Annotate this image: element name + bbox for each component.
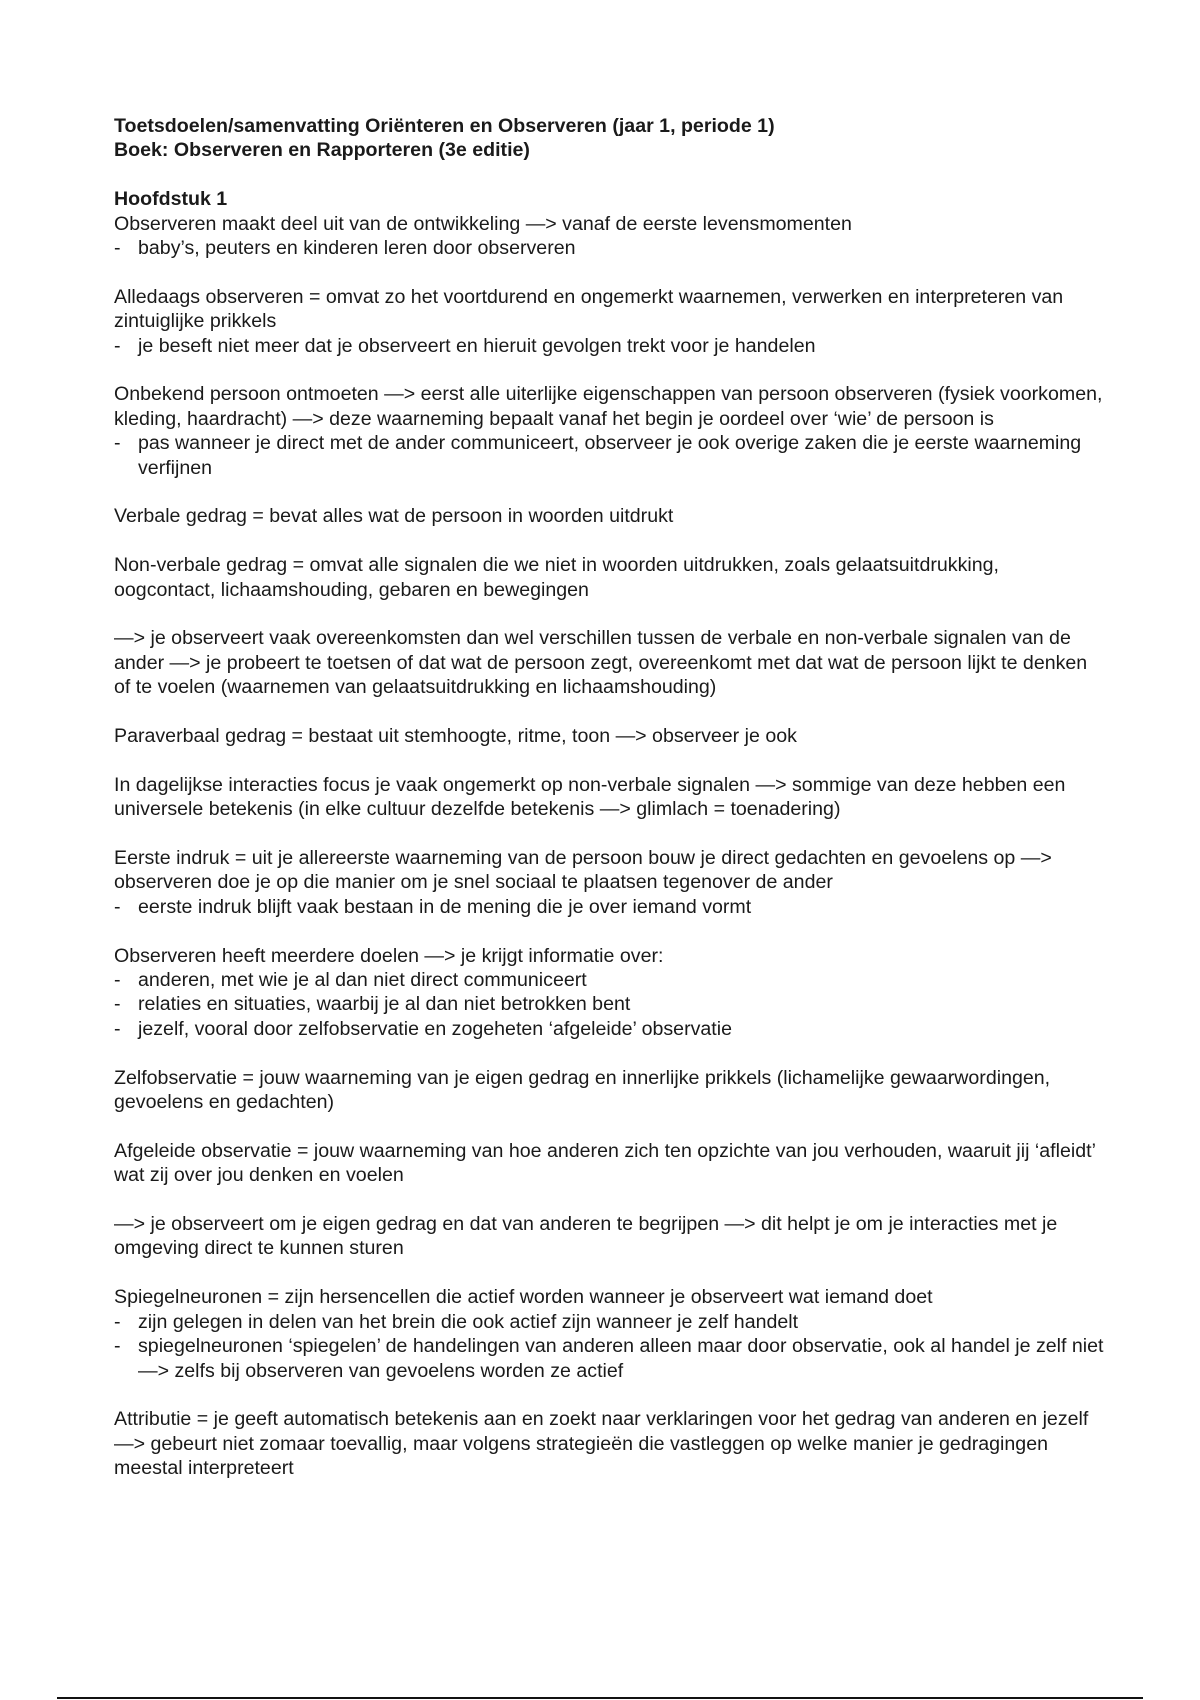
note-block	[114, 1407, 1104, 1480]
note-paragraph: Afgeleide observatie = jouw waarneming van hoe anderen zich ten opzichte van jou verhouden, waaruit jij ‘afleidt’ wat zij over jou denken en voelen	[114, 1139, 1096, 1187]
bullet-text: eerste indruk blijft vaak bestaan in de mening die je over iemand vormt	[138, 895, 752, 918]
note-paragraph: Eerste indruk = uit je allereerste waarneming van de persoon bouw je direct gedachten en gevoelens op —> observeren doe je op die manier om je snel sociaal te plaatsen tegenover de ander	[114, 847, 1052, 894]
bullet-item	[114, 1017, 1104, 1041]
note-paragraph: Zelfobservatie = jouw waarneming van je eigen gedrag en innerlijke prikkels (lichamelijke gewaarwordingen, gevoelens en gedachten)	[114, 1066, 1051, 1114]
note-block	[114, 212, 1104, 261]
bullet-item	[114, 895, 1104, 919]
bullet-text: zijn gelegen in delen van het brein die ook actief zijn wanneer je zelf handelt	[138, 1310, 799, 1333]
note-block	[114, 944, 1104, 1042]
spacer	[114, 1041, 1104, 1065]
note-block	[114, 382, 1104, 480]
content-blocks	[114, 212, 1104, 1481]
chapter-heading: Hoofdstuk 1	[114, 188, 228, 211]
bullet-text: jezelf, vooral door zelfobservatie en zogeheten ‘afgeleide’ observatie	[138, 1017, 732, 1040]
note-block	[114, 773, 1104, 822]
bullet-item	[114, 1334, 1104, 1383]
bullet-text: anderen, met wie je al dan niet direct communiceert	[138, 969, 587, 992]
bullet-dash: -	[114, 1335, 121, 1358]
footer-divider	[57, 1697, 1143, 1699]
bullet-dash: -	[114, 432, 121, 455]
bullet-item	[114, 968, 1104, 992]
book-reference: Boek: Observeren en Rapporteren (3e editie)	[114, 139, 530, 162]
spacer	[114, 260, 1104, 284]
spacer	[114, 822, 1104, 846]
document-title: Toetsdoelen/samenvatting Oriënteren en Observeren (jaar 1, periode 1)	[114, 115, 775, 137]
bullet-item	[114, 334, 1104, 358]
note-block	[114, 1285, 1104, 1383]
note-block	[114, 285, 1104, 358]
note-paragraph: Onbekend persoon ontmoeten —> eerst alle uiterlijke eigenschappen van persoon observeren (fysiek voorkomen, kleding, haardracht) —> deze waarneming bepaalt vanaf het begin je oordeel over ‘wie’ de persoon is	[114, 383, 1103, 430]
spacer	[114, 1261, 1104, 1285]
note-block	[114, 1139, 1104, 1188]
note-block	[114, 1066, 1104, 1115]
spacer	[114, 1383, 1104, 1407]
bullet-text: spiegelneuronen ‘spiegelen’ de handelingen van anderen alleen maar door observatie, ook al handel je zelf niet —> zelfs bij observeren van gevoelens worden ze actief	[138, 1335, 1104, 1382]
note-block	[114, 626, 1104, 699]
spacer	[114, 1114, 1104, 1138]
spacer	[114, 358, 1104, 382]
bullet-item	[114, 431, 1104, 480]
note-block	[114, 846, 1104, 919]
bullet-dash: -	[114, 1310, 121, 1333]
document-page	[114, 114, 1104, 1481]
note-paragraph: —> je observeert om je eigen gedrag en dat van anderen te begrijpen —> dit helpt je om je interacties met je omgeving direct te kunnen sturen	[114, 1213, 1058, 1260]
bullet-text: relaties en situaties, waarbij je al dan niet betrokken bent	[138, 993, 631, 1016]
spacer	[114, 163, 1104, 187]
note-paragraph: Alledaags observeren = omvat zo het voortdurend en ongemerkt waarnemen, verwerken en interpreteren van zintuiglijke prikkels	[114, 285, 1064, 333]
note-paragraph: Paraverbaal gedrag = bestaat uit stemhoogte, ritme, toon —> observeer je ook	[114, 725, 797, 748]
note-paragraph: Observeren maakt deel uit van de ontwikkeling —> vanaf de eerste levensmomenten	[114, 212, 852, 235]
note-paragraph: Non-verbale gedrag = omvat alle signalen die we niet in woorden uitdrukken, zoals gelaatsuitdrukking, oogcontact, lichaamshouding, gebaren en bewegingen	[114, 554, 999, 601]
note-paragraph: —> je observeert vaak overeenkomsten dan wel verschillen tussen de verbale en non-verbale signalen van de ander —> je probeert te toetsen of dat wat de persoon zegt, overeenkomt met dat wat de persoon lijkt te denken of te voelen (waarnemen van gelaatsuitdrukking en lichaamshouding)	[114, 627, 1088, 699]
bullet-text: je beseft niet meer dat je observeert en hieruit gevolgen trekt voor je handelen	[138, 334, 816, 357]
note-paragraph: Observeren heeft meerdere doelen —> je krijgt informatie over:	[114, 944, 664, 967]
spacer	[114, 700, 1104, 724]
note-paragraph: Spiegelneuronen = zijn hersencellen die actief worden wanneer je observeert wat iemand doet	[114, 1286, 933, 1309]
bullet-text: baby’s, peuters en kinderen leren door observeren	[138, 237, 576, 260]
note-paragraph: Verbale gedrag = bevat alles wat de persoon in woorden uitdrukt	[114, 505, 674, 528]
bullet-dash: -	[114, 1017, 121, 1040]
spacer	[114, 1188, 1104, 1212]
bullet-dash: -	[114, 334, 121, 357]
spacer	[114, 602, 1104, 626]
note-paragraph: In dagelijkse interacties focus je vaak ongemerkt op non-verbale signalen —> sommige van deze hebben een universele betekenis (in elke cultuur dezelfde betekenis —> glimlach = toenadering)	[114, 773, 1066, 821]
spacer	[114, 919, 1104, 943]
note-block	[114, 504, 1104, 528]
bullet-item	[114, 992, 1104, 1016]
note-block	[114, 724, 1104, 748]
bullet-item	[114, 1310, 1104, 1334]
spacer	[114, 748, 1104, 772]
spacer	[114, 480, 1104, 504]
bullet-dash: -	[114, 969, 121, 992]
bullet-dash: -	[114, 895, 121, 918]
note-block	[114, 1212, 1104, 1261]
bullet-text: pas wanneer je direct met de ander communiceert, observeer je ook overige zaken die je eerste waarneming verfijnen	[138, 432, 1082, 479]
bullet-item	[114, 236, 1104, 260]
bullet-dash: -	[114, 237, 121, 260]
note-paragraph: Attributie = je geeft automatisch betekenis aan en zoekt naar verklaringen voor het gedrag van anderen en jezelf —> gebeurt niet zomaar toevallig, maar volgens strategieën die vastleggen op welke manier je gedragingen meestal interpreteert	[114, 1408, 1089, 1480]
note-block	[114, 553, 1104, 602]
bullet-dash: -	[114, 993, 121, 1016]
spacer	[114, 529, 1104, 553]
